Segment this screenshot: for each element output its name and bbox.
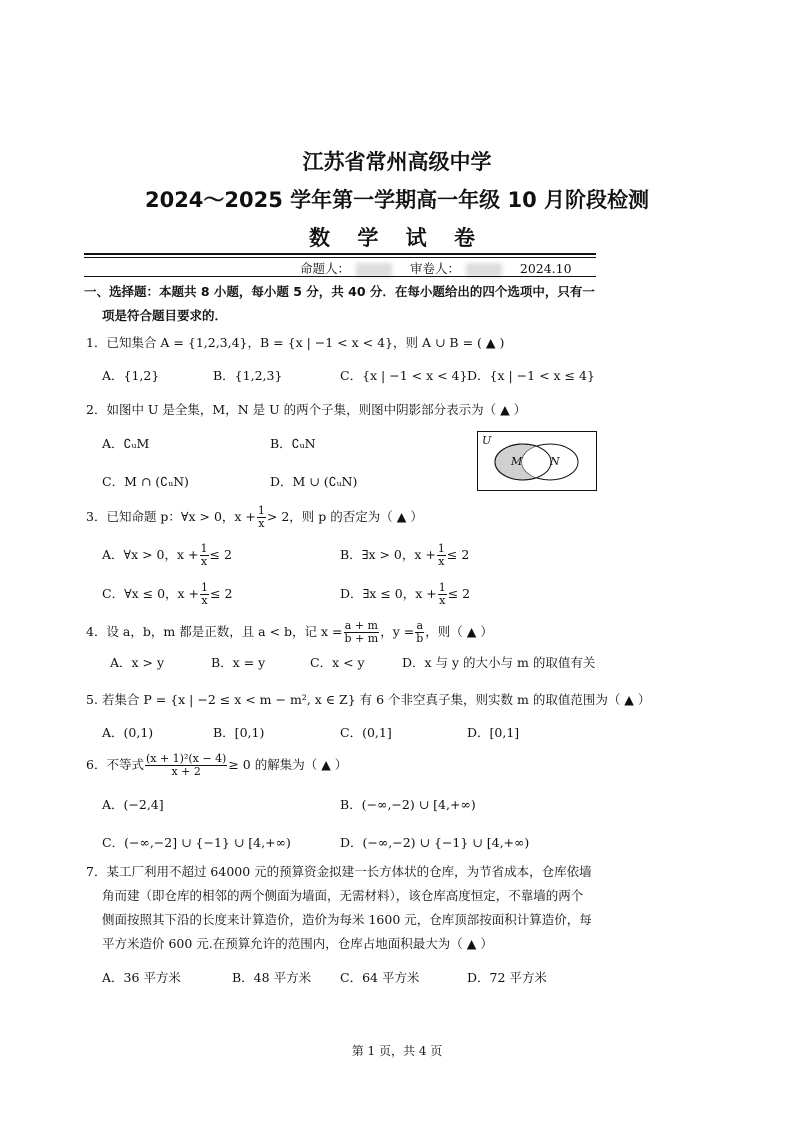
q5-option-b: B．[0,1) xyxy=(213,725,265,740)
q6-option-a: A．(−2,4] xyxy=(102,797,164,812)
q2-option-d: D．M ∪ (∁ᵤN) xyxy=(270,474,358,489)
venn-label-n: N xyxy=(550,455,560,468)
school-name: 江苏省常州高级中学 xyxy=(302,150,492,174)
q7-option-c: C．64 平方米 xyxy=(340,970,420,985)
q4-option-a: A．x > y xyxy=(110,655,165,670)
venn-label-u: U xyxy=(482,434,492,447)
venn-diagram xyxy=(477,431,597,491)
q3-stem-post: > 2，则 p 的否定为（ ▲ ） xyxy=(266,509,423,524)
q1-option-b: B．{1,2,3} xyxy=(213,368,283,383)
q4-fraction-x: $\frac{a + m}{b + m}$ xyxy=(344,619,379,645)
author-line xyxy=(300,259,572,277)
venn-circles xyxy=(478,432,596,490)
q3-stem-pre: 3．已知命题 p：∀x > 0，x + xyxy=(86,509,256,524)
q6-option-b: B．(−∞,−2) ∪ [4,+∞) xyxy=(340,797,476,812)
subject-title: 数 学 试 卷 xyxy=(309,226,485,250)
reviewer-label: 审卷人： xyxy=(409,261,460,276)
q5-option-d: D．[0,1] xyxy=(467,725,520,740)
q4-option-d: D．x 与 y 的大小与 m 的取值有关 xyxy=(402,655,596,670)
page-footer: 第 1 页，共 4 页 xyxy=(351,1044,443,1058)
q4-option-c: C．x < y xyxy=(310,655,365,670)
q7-option-d: D．72 平方米 xyxy=(467,970,547,985)
q7-option-a: A．36 平方米 xyxy=(102,970,181,985)
q2-option-b: B．∁ᵤN xyxy=(270,436,316,451)
redacted-name xyxy=(466,263,502,277)
q3-option-b: B．∃x > 0，x + $\frac{1}{x}$ ≤ 2 xyxy=(340,542,470,568)
q3-option-a: A．∀x > 0，x + $\frac{1}{x}$ ≤ 2 xyxy=(102,542,232,568)
section-heading-cont: 项是符合题目要求的． xyxy=(102,308,228,323)
question-7-line-4: 平方米造价 600 元.在预算允许的范围内，仓库占地面积最大为（ ▲ ） xyxy=(102,936,493,951)
q2-option-a: A．∁ᵤM xyxy=(102,436,150,451)
exam-date: 2024.10 xyxy=(519,261,572,276)
q1-option-a: A．{1,2} xyxy=(102,368,160,383)
q3-option-c: C．∀x ≤ 0，x + $\frac{1}{x}$ ≤ 2 xyxy=(102,581,233,607)
question-5-stem: 5. 若集合 P = {x | −2 ≤ x < m − m², x ∈ Z} 有 6 个非空真子集，则实数 m 的取值范围为（ ▲ ） xyxy=(86,692,651,707)
venn-label-m: M xyxy=(511,455,523,468)
q4-fraction-y: $\frac{a}{b}$ xyxy=(416,619,424,645)
q7-option-b: B．48 平方米 xyxy=(232,970,312,985)
author-label: 命题人： xyxy=(300,261,351,276)
q2-option-c: C．M ∩ (∁ᵤN) xyxy=(102,474,189,489)
author-rule xyxy=(84,276,596,277)
section-heading: 一、选择题：本题共 8 小题，每小题 5 分，共 40 分．在每小题给出的四个选项中，只有一 xyxy=(84,284,595,299)
question-4-stem: 4．设 a，b，m 都是正数，且 a < b，记 x = $\frac{a + m}{b + m}$ ，y = $\frac{a}{b}$ ，则（ ▲ ） xyxy=(86,619,493,645)
q3-option-d: D．∃x ≤ 0，x + $\frac{1}{x}$ ≤ 2 xyxy=(340,581,471,607)
redacted-name xyxy=(356,263,392,277)
exam-title: 2024～2025 学年第一学期高一年级 10 月阶段检测 xyxy=(144,188,650,212)
q6-option-c: C．(−∞,−2] ∪ {−1} ∪ [4,+∞) xyxy=(102,835,291,850)
q3-fraction: $\frac{1}{x}$ xyxy=(257,504,265,530)
question-2-stem: 2．如图中 U 是全集，M，N 是 U 的两个子集，则图中阴影部分表示为（ ▲ ） xyxy=(86,402,527,417)
q5-option-c: C．(0,1] xyxy=(340,725,392,740)
question-7-line-2: 角而建（即仓库的相邻的两个侧面为墙面，无需材料），该仓库高度恒定，不靠墙的两个 xyxy=(102,888,584,903)
q1-option-c: C．{x | −1 < x < 4} xyxy=(340,368,468,383)
question-7-line-3: 侧面按照其下沿的长度来计算造价，造价为每米 1600 元，仓库顶部按面积计算造价，每 xyxy=(102,912,592,927)
header-rule-thick xyxy=(84,253,596,255)
question-6-stem: 6．不等式 $\frac{\text{(x + 1)²(x − 4)}}{x + 2}$ ≥ 0 的解集为（ ▲ ） xyxy=(86,752,348,778)
q6-fraction: $\frac{\text{(x + 1)²(x − 4)}}{x + 2}$ xyxy=(145,752,227,778)
q4-option-b: B．x = y xyxy=(211,655,266,670)
question-3-stem xyxy=(86,505,423,530)
header-rule-thin xyxy=(84,257,596,258)
question-1-stem: 1．已知集合 A = {1,2,3,4}，B = {x | −1 < x < 4}，则 A ∪ B = ( ▲ ) xyxy=(86,335,505,350)
q6-option-d: D．(−∞,−2) ∪ {−1} ∪ [4,+∞) xyxy=(340,835,530,850)
q1-option-d: D．{x | −1 < x ≤ 4} xyxy=(467,368,595,383)
question-7-line-1: 7．某工厂利用不超过 64000 元的预算资金拟建一长方体状的仓库，为节省成本，仓库依墙 xyxy=(86,864,592,879)
q5-option-a: A．(0,1) xyxy=(102,725,154,740)
